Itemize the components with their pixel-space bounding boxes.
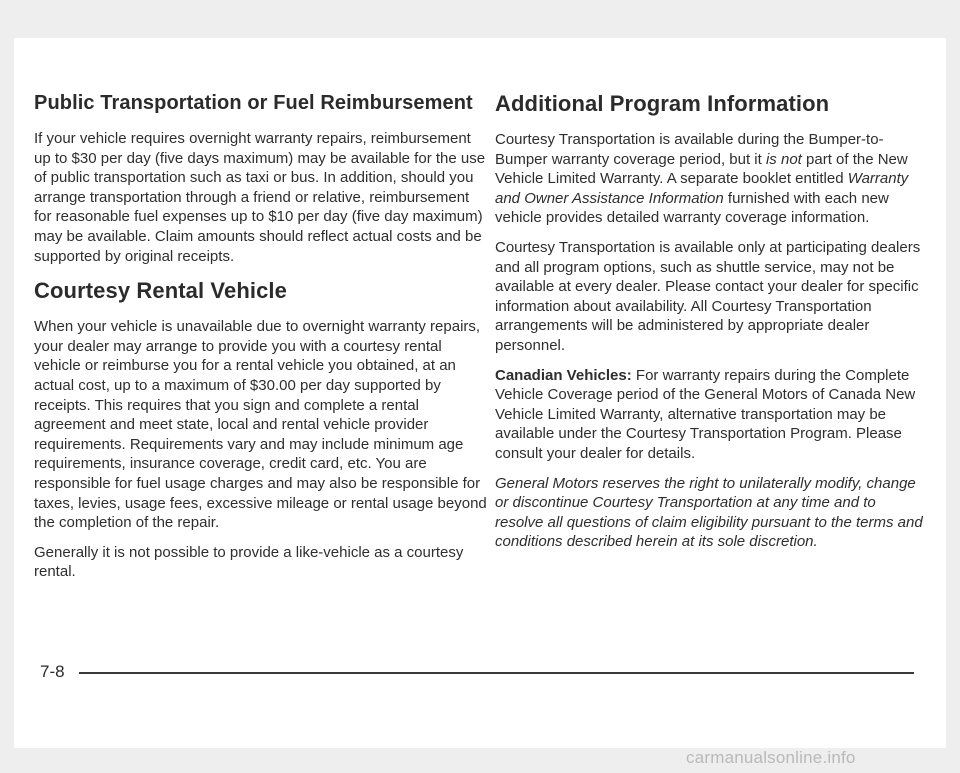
paragraph-public-transportation: If your vehicle requires overnight warranty repairs, reimbursement up to $30 per day (five days maximum) may be available for the use of public transportation such as taxi or bus. In addition, should you arrange transportation through a friend or relative, reimbursement for reasonable fuel expenses up to $10 per day (five day maximum) may be available. Claim amounts should reflect actual costs and be supported by original receipts. xyxy=(34,130,486,265)
left-column xyxy=(34,90,490,582)
emphasis-not: not xyxy=(780,150,802,168)
paragraph-courtesy-rental: When your vehicle is unavailable due to overnight warranty repairs, your dealer may arrange to provide you with a courtesy rental vehicle or reimburse you for a rental vehicle you obtained, at an actual cost, up to a maximum of $30.00 per day supported by receipts. This requires that you sign and complete a rental agreement and meet state, local and rental vehicle provider requirements. Requirements vary and may include minimum age requirements, insurance coverage, credit card, etc. You are responsible for fuel usage charges and may also be responsible for taxes, levies, usage fees, excessive mileage or rental usage beyond the completion of the repair. xyxy=(34,318,487,532)
right-column xyxy=(495,90,925,552)
page-number: 7-8 xyxy=(40,662,65,681)
watermark: carmanualsonline.info xyxy=(686,748,856,767)
paragraph-canadian-vehicles xyxy=(495,366,925,464)
section-title-public-transportation: Public Transportation or Fuel Reimbursement xyxy=(34,92,473,114)
booklet-title: Warranty and Owner Assistance Information xyxy=(495,170,909,207)
text-segment: part of the New Vehicle Limited Warranty. A separate booklet entitled xyxy=(495,150,908,188)
paragraph-gm-disclaimer xyxy=(495,474,925,552)
section-title-additional-info: Additional Program Information xyxy=(495,91,830,116)
text-segment: furnished with each new vehicle provides detailed warranty coverage information. xyxy=(495,189,889,227)
emphasis-is: is xyxy=(765,150,777,168)
paragraph-like-vehicle: Generally it is not possible to provide a like-vehicle as a courtesy rental. xyxy=(34,543,464,581)
footer-rule xyxy=(79,672,914,674)
manual-page xyxy=(14,38,946,748)
text-segment: Courtesy Transportation is available during the Bumper-to-Bumper warranty coverage period, but it xyxy=(495,131,884,168)
text-segment: For warranty repairs during the Complete Vehicle Coverage period of the General Motors of Canada New Vehicle Limited Warranty, alternative transportation may be available under the Courtesy Transportation Program. Please consult your dealer for details. xyxy=(495,366,916,462)
canadian-vehicles-label: Canadian Vehicles: xyxy=(495,366,632,384)
section-title-courtesy-rental: Courtesy Rental Vehicle xyxy=(34,278,287,304)
paragraph-availability xyxy=(495,130,925,228)
paragraph-participating-dealers: Courtesy Transportation is available only at participating dealers and all program options, such as shuttle service, may not be available at every dealer. Please contact your dealer for specific information about availability. All Courtesy Transportation arrangements will be administered by appropriate dealer personnel. xyxy=(495,238,921,354)
disclaimer-text: General Motors reserves the right to unilaterally modify, change or discontinue Courtesy Transportation at any time and to resolve all questions of claim eligibility pursuant to the terms and conditions described herein at its sole discretion. xyxy=(495,474,923,551)
